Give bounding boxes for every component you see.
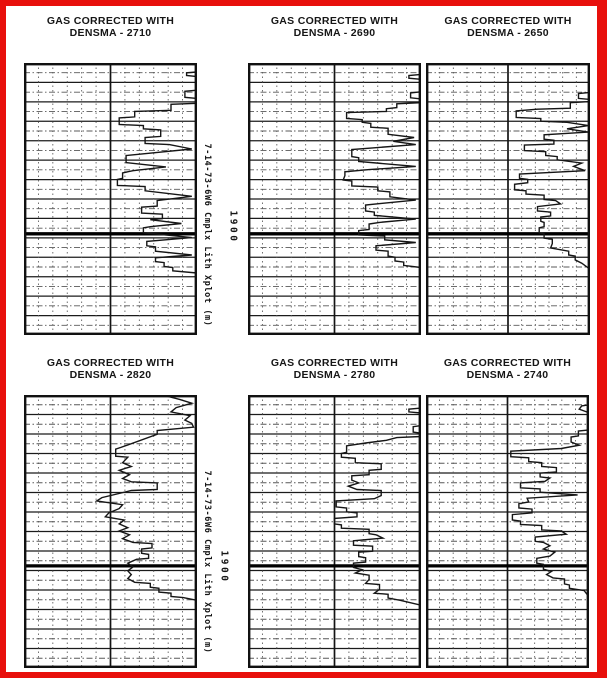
log-panel-2710 — [24, 16, 197, 335]
panel-title-line2: DENSMA - 2740 — [466, 368, 549, 381]
log-plot — [426, 395, 589, 668]
log-curve — [117, 63, 197, 273]
panel-title-line1: GAS CORRECTED WITH — [443, 357, 572, 369]
log-panel-2780 — [248, 358, 421, 668]
log-panel-2740 — [426, 358, 589, 668]
panel-title-line1: GAS CORRECTED WITH — [46, 15, 175, 27]
log-curve — [97, 395, 197, 600]
depth-label-top: 1900 — [227, 210, 239, 244]
log-panel-2820 — [24, 358, 197, 668]
log-curve — [343, 63, 421, 268]
panel-title — [426, 16, 590, 39]
panel-title-line2: DENSMA - 2690 — [293, 26, 376, 39]
log-plot — [24, 63, 197, 335]
well-id-label-top: 7-14-73-6W6 Cmplx Lith Xplot (m) — [202, 143, 212, 327]
well-id-label-bottom: 7-14-73-6W6 Cmplx Lith Xplot (m) — [202, 470, 212, 654]
panel-title-line1: GAS CORRECTED WITH — [444, 15, 572, 27]
panel-title-line2: DENSMA - 2820 — [69, 368, 152, 381]
panel-title — [426, 358, 589, 381]
panel-title — [248, 358, 421, 381]
panel-title-line2: DENSMA - 2780 — [293, 368, 376, 381]
log-plot — [248, 63, 421, 335]
log-plot — [24, 395, 197, 668]
panel-title — [24, 358, 197, 381]
panel-title-line1: GAS CORRECTED WITH — [46, 357, 175, 369]
depth-label-bottom: 1900 — [218, 550, 230, 584]
log-panel-2690 — [248, 16, 421, 335]
panel-title — [24, 16, 197, 39]
panel-title — [248, 16, 421, 39]
log-plot — [248, 395, 421, 668]
log-panel-2650 — [426, 16, 590, 335]
panel-title-line2: DENSMA - 2650 — [467, 26, 549, 39]
panel-title-line1: GAS CORRECTED WITH — [270, 15, 399, 27]
log-plot — [426, 63, 590, 335]
panel-title-line1: GAS CORRECTED WITH — [270, 357, 399, 369]
panel-title-line2: DENSMA - 2710 — [69, 26, 152, 39]
